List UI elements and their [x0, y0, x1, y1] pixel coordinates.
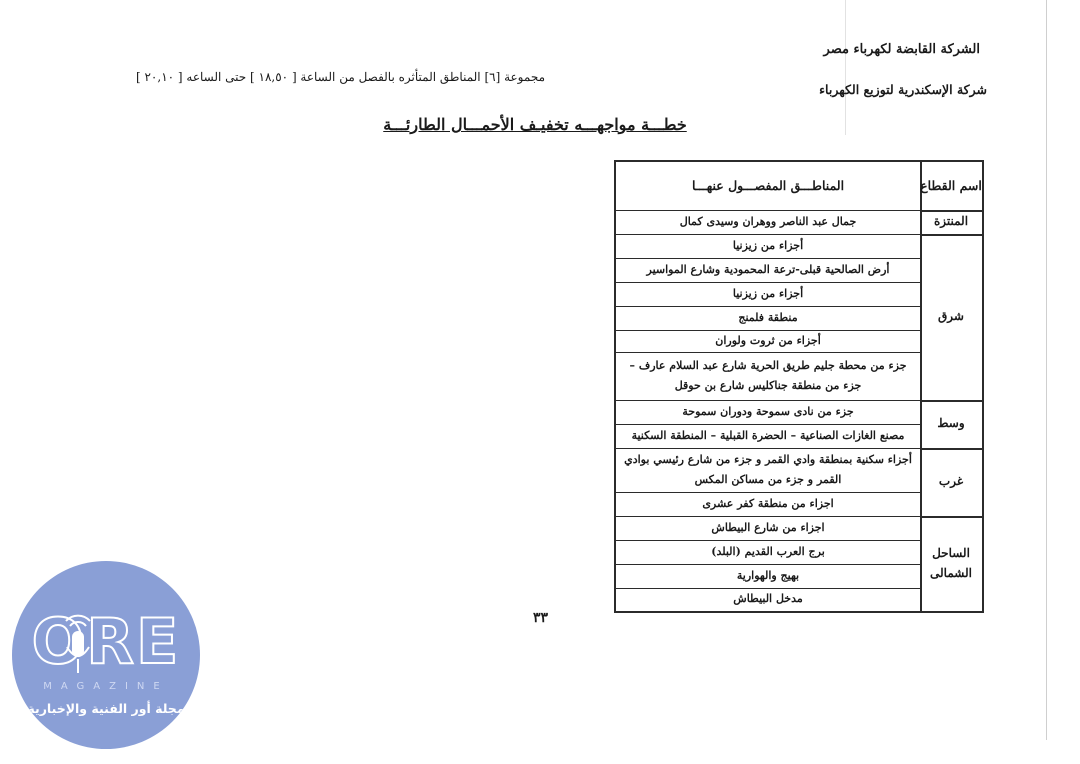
area-cell: أجزاء من زيزنيا	[732, 238, 804, 252]
area-cell: اجزاء من منطقة كفر عشرى	[702, 496, 834, 510]
area-cell: مصنع الغازات الصناعية – الحضرة القبلية – المنطقة السكنية	[631, 428, 905, 442]
sector-name: الساحل الشمالى	[930, 546, 972, 580]
area-cell: مدخل البيطاش	[733, 592, 803, 606]
area-cell: أجزاء من ثروت ولوران	[715, 333, 821, 347]
areas-table	[614, 160, 984, 613]
area-cell: جزء من محطة جليم طريق الحرية شارع عبد السلام عارف – جزء من منطقة جناكليس شارع بن حوقل	[629, 358, 907, 392]
area-cell: جزء من نادى سموحة ودوران سموحة	[682, 404, 854, 418]
ore-magazine-logo	[12, 561, 200, 749]
area-cell: بهيج والهوارية	[736, 568, 800, 582]
area-cell: أرض الصالحية قبلى-ترعة المحمودية وشارع المواسير	[646, 262, 890, 276]
area-cell: أجزاء من زيزنيا	[732, 286, 804, 300]
org-name-holding: الشركة القابضة لكهرباء مصر	[823, 42, 980, 57]
group-time-line: مجموعة [٦] المناطق المتأثره بالفصل من الساعة [ ١٨,٥٠ ] حتى الساعه [ ٢٠,١٠ ]	[135, 70, 545, 84]
area-cell: جمال عبد الناصر ووهران وسيدى كمال	[679, 214, 857, 228]
area-cell: أجزاء سكنية بمنطقة وادي القمر و جزء من شارع رئيسي بوادي القمر و جزء من مساكن المكس	[624, 452, 912, 486]
area-cell: منطقة فلمنج	[738, 310, 798, 324]
areas-column	[616, 162, 920, 611]
document-title: خطـــة مواجهـــه تخفيـف الأحمـــال الطارئـــة	[383, 115, 687, 134]
sector-name: شرق	[938, 309, 964, 324]
logo-arabic-name: مجلة أور الفنية والإخبارية	[27, 701, 185, 716]
sector-column	[920, 162, 982, 611]
logo-brand: ORE	[31, 605, 181, 678]
sector-name: غرب	[938, 474, 964, 489]
scan-edge-line	[1046, 0, 1047, 740]
area-cell: برج العرب القديم (البلد)	[711, 544, 825, 558]
sector-header: اسم القطاع	[920, 178, 982, 193]
page-number: ٣٣	[533, 610, 549, 626]
area-cell: اجزاء من شارع البيطاش	[711, 520, 825, 534]
sector-name: وسط	[937, 416, 965, 431]
org-name-distribution: شركة الإسكندرية لتوزيع الكهرباء	[819, 82, 987, 97]
sector-name: المنتزة	[933, 214, 969, 229]
logo-subtitle: MAGAZINE	[43, 681, 169, 692]
areas-header: المناطـــق المفصـــول عنهـــا	[691, 178, 845, 194]
scan-edge-line	[845, 0, 846, 135]
